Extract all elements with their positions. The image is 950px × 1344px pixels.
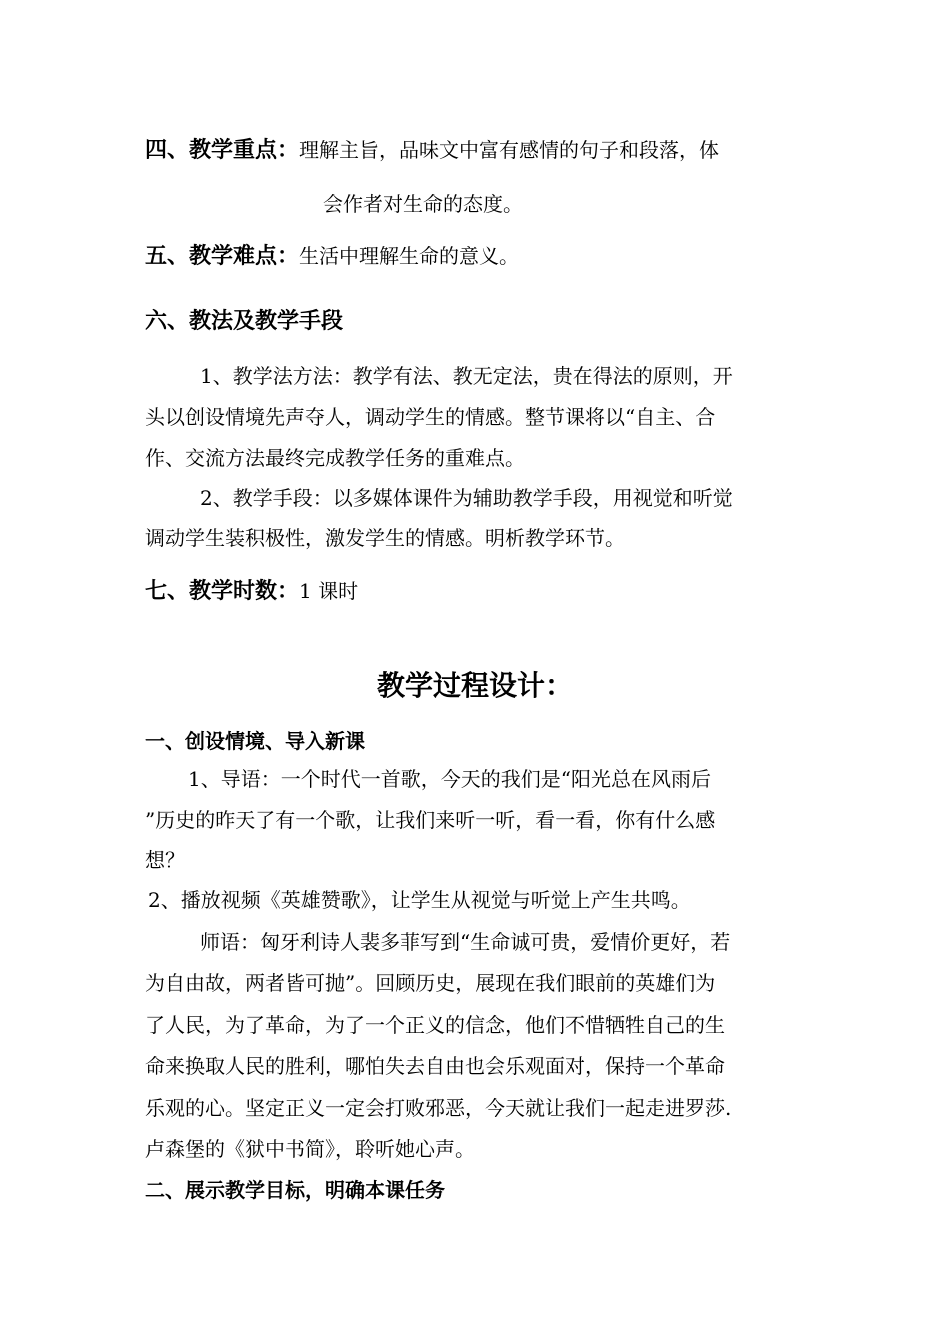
part-1-teacher-line-2: 为自由故，两者皆可抛”。回顾历史，展现在我们眼前的英雄们为 [145, 971, 716, 995]
part-1-teacher-line-6: 卢森堡的《狱中书简》，聆听她心声。 [145, 1137, 475, 1161]
section-4-text-line-2: 会作者对生命的态度。 [323, 192, 523, 216]
section-6-p1-line-3: 作、交流方法最终完成教学任务的重难点。 [145, 446, 525, 470]
section-7-text: 1 课时 [299, 579, 359, 603]
section-7-label: 七、教学时数： [145, 579, 300, 604]
part-1-heading: 一、创设情境、导入新课 [145, 729, 365, 753]
part-2-heading: 二、展示教学目标，明确本课任务 [145, 1178, 445, 1202]
section-4-text-line-1: 理解主旨，品味文中富有感情的句子和段落，体 [299, 138, 720, 162]
section-5-text: 生活中理解生命的意义。 [299, 244, 520, 268]
page-title: 教学过程设计： [376, 669, 573, 702]
section-6-heading: 六、教法及教学手段 [145, 309, 344, 334]
part-1-video-line: 2、播放视频《英雄赞歌》，让学生从视觉与听觉上产生共鸣。 [148, 888, 691, 912]
section-6-p2-line-2: 调动学生装积极性，激发学生的情感。明析教学环节。 [145, 526, 625, 550]
part-1-intro-line-2: ”历史的昨天了有一个歌，让我们来听一听，看一看，你有什么感 [145, 808, 716, 832]
part-1-teacher-line-5: 乐观的心。坚定正义一定会打败邪恶，今天就让我们一起走进罗莎. [145, 1096, 732, 1120]
part-1-teacher-line-1: 师语：匈牙利诗人裴多菲写到“生命诚可贵，爱情价更好，若 [200, 930, 731, 954]
section-6-p1-line-1: 1、教学法方法：教学有法、教无定法，贵在得法的原则，开 [200, 364, 733, 388]
part-1-intro-line-1: 1、导语：一个时代一首歌，今天的我们是“阳光总在风雨后 [188, 767, 711, 791]
section-6-p2-line-1: 2、教学手段：以多媒体课件为辅助教学手段，用视觉和听觉 [200, 486, 733, 510]
part-1-teacher-line-3: 了人民，为了革命，为了一个正义的信念，他们不惜牺牲自己的生 [145, 1013, 725, 1037]
section-4-label: 四、教学重点： [145, 138, 300, 163]
section-6-p1-line-2: 头以创设情境先声夺人，调动学生的情感。整节课将以“自主、合 [145, 405, 716, 429]
part-1-teacher-line-4: 命来换取人民的胜利，哪怕失去自由也会乐观面对，保持一个革命 [145, 1054, 725, 1078]
part-1-intro-line-3: 想？ [145, 848, 185, 872]
section-5-label: 五、教学难点： [145, 244, 300, 269]
